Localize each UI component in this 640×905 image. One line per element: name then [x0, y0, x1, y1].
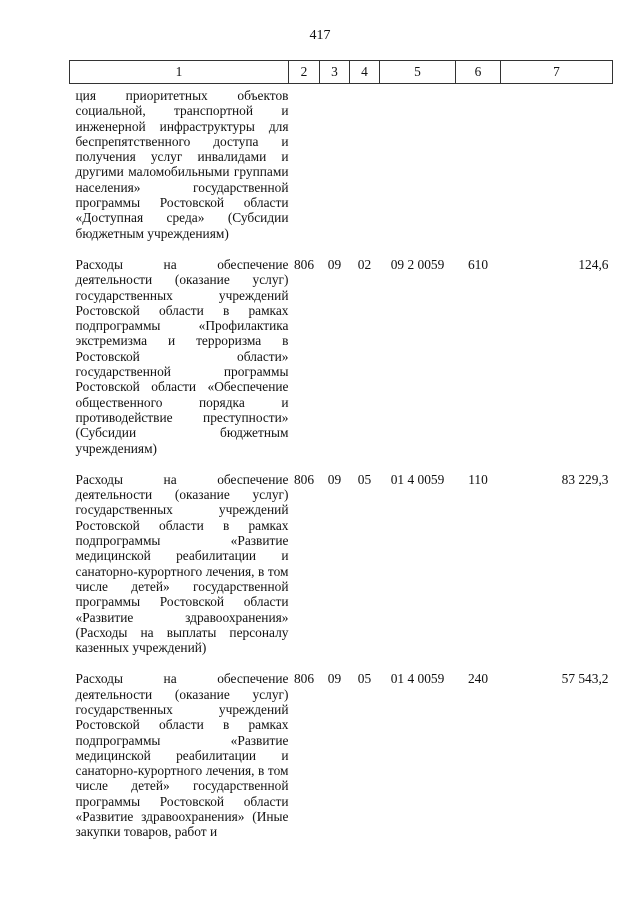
row-ministry-code: 806	[293, 471, 315, 487]
budget-table	[69, 60, 613, 840]
row-section-code: 09	[327, 256, 342, 272]
row-subsection-code: 05	[357, 471, 372, 487]
row-amount: 124,6	[578, 256, 609, 272]
row-section-code: 09	[327, 471, 342, 487]
column-header-7: 7	[501, 61, 613, 84]
row-subsection-code: 02	[357, 256, 372, 272]
column-header-2: 2	[289, 61, 320, 84]
column-header-6: 6	[456, 61, 501, 84]
column-header-1: 1	[70, 61, 289, 84]
row-target-code: 09 2 0059	[390, 256, 445, 272]
row-target-code: 01 4 0059	[390, 471, 445, 487]
row-description: Расходы на обеспечение деятельности (оказание услуг) государственных учреждений Ростовской области в рамках подпрограммы «Профилактика экстремизма и терроризма в Ростовской области» государственной программы Ростовской области «Обеспечение общественного порядка и противодействие преступности» (Субсидии бюджетным учреждениям)	[75, 256, 289, 456]
row-ministry-code: 806	[293, 671, 315, 687]
table-row	[70, 671, 613, 839]
table-row	[70, 257, 613, 472]
table-row-continuation	[70, 84, 613, 257]
column-header-5: 5	[380, 61, 456, 84]
row-expense-type: 610	[467, 256, 489, 272]
row-expense-type: 110	[468, 471, 488, 487]
row-amount: 57 543,2	[561, 671, 609, 687]
page-number: 417	[309, 28, 331, 43]
row-section-code: 09	[327, 671, 342, 687]
table-row	[70, 472, 613, 672]
row-expense-type: 240	[467, 671, 489, 687]
row-description: Расходы на обеспечение деятельности (оказание услуг) государственных учреждений Ростовской области в рамках подпрограммы «Развитие медицинской реабилитации и санаторно-курортного лечения, в том числе детей» государственной программы Ростовской области «Развитие здравоохранения» (Иные закупки товаров, работ и	[75, 671, 289, 840]
header-row	[70, 61, 613, 84]
row-ministry-code: 806	[293, 256, 315, 272]
row-subsection-code: 05	[357, 671, 372, 687]
row-description: ция приоритетных объектов социальной, транспортной и инженерной инфраструктуры для беспрепятственного доступа и получения услуг инвалидами и другими маломобильными группами населения» государственной программы Ростовской области «Доступная среда» (Субсидии бюджетным учреждениям)	[75, 88, 289, 241]
row-description: Расходы на обеспечение деятельности (оказание услуг) государственных учреждений Ростовской области в рамках подпрограммы «Развитие медицинской реабилитации и санаторно-курортного лечения, в том числе детей» государственной программы Ростовской области «Развитие здравоохранения» (Расходы на выплаты персоналу казенных учреждений)	[75, 471, 289, 656]
column-header-3: 3	[320, 61, 350, 84]
row-amount: 83 229,3	[561, 471, 609, 487]
column-header-4: 4	[350, 61, 380, 84]
row-target-code: 01 4 0059	[390, 671, 445, 687]
